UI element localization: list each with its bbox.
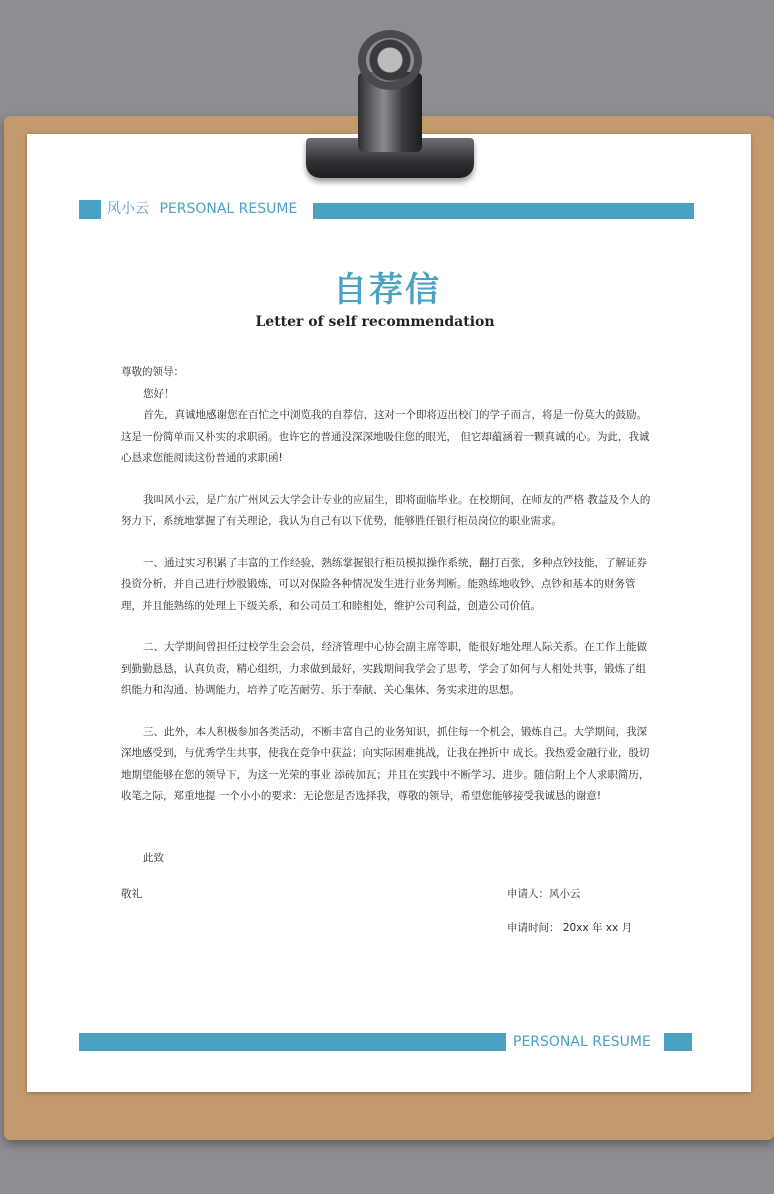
page-title: 自荐信: [333, 270, 441, 310]
header-name: 风小云: [107, 201, 149, 217]
paragraph-campus: 二、大学期间曾担任过校学生会会员，经济管理中心协会副主席等职，能很好地处理人际关系。在工作上能做到勤勤恳恳，认真负责，精心组织，力求做到最好，实践期间我学会了思考，学会了如何与人相处共事，锻炼了组织能力和沟通、协调能力，培养了吃苦耐劳、乐于奉献、关心集体、务实求进的思想。: [121, 641, 647, 696]
greeting: 您好！: [143, 387, 175, 400]
footer-accent-bar: [79, 1033, 506, 1051]
header-label: [107, 200, 297, 219]
paragraph-self: 我叫风小云，是广东广州风云大学会计专业的应届生，即将面临毕业。在校期间，在师友的严格 教益及个人的努力下，系统地掌握了有关理论，我认为自己有以下优势，能够胜任银行柜员岗位的职业需求。: [121, 493, 651, 527]
application-date: 申请时间： 20xx 年 xx 月: [507, 922, 633, 934]
header-accent-block: [79, 200, 101, 219]
header-resume-label: PERSONAL RESUME: [159, 201, 298, 217]
closing-line-2: 敬礼: [121, 888, 142, 900]
closing-line-1: 此致: [143, 852, 164, 864]
header-accent-bar: [313, 203, 694, 219]
paragraph-activities: 三、此外，本人积极参加各类活动，不断丰富自己的业务知识，抓住每一个机会，锻炼自己。大学期间，我深深地感受到，与优秀学生共事，使我在竞争中获益；向实际困难挑战，让我在挫折中 成长。我热爱金融行业，殷切地期望能够在您的领导下，为这一光荣的事业 添砖加瓦；并且在实践中不断学习、进步。随信附上个人求职简历，收笔之际，郑重地提 一个小小的要求：无论您是否选择我，尊敬的领导，希望您能够接受我诚恳的谢意!: [121, 725, 650, 802]
page-subtitle: Letter of self recommendation: [255, 314, 495, 330]
salutation: 尊敬的领导：: [121, 366, 184, 378]
letter-body: [121, 362, 655, 808]
applicant-name: 申请人：风小云: [507, 888, 581, 900]
paragraph-intro: 首先，真诚地感谢您在百忙之中浏览我的自荐信，这对一个即将迈出校门的学子而言，将是一份莫大的鼓励。这是一份简单而又朴实的求职函。也许它的普通没深深地吸住您的眼光， 但它却蕴涵着一颗真诚的心。为此，我诚心恳求您能阅读这份普通的求职函!: [121, 409, 650, 464]
clip-ring: [358, 30, 422, 90]
footer-label: PERSONAL RESUME: [513, 1034, 651, 1050]
binder-clip: [300, 22, 480, 182]
footer-accent-block: [664, 1033, 692, 1051]
paragraph-experience: 一、通过实习积累了丰富的工作经验，熟练掌握银行柜员模拟操作系统，翻打百张，多种点钞技能，了解证券投资分析，并自己进行炒股锻炼，可以对保险各种情况发生进行业务判断。能熟练地收钞、点钞和基本的财务管理，并且能熟练的处理上下级关系，和公司员工和睦相处，维护公司利益，创造公司价值。: [121, 556, 647, 612]
